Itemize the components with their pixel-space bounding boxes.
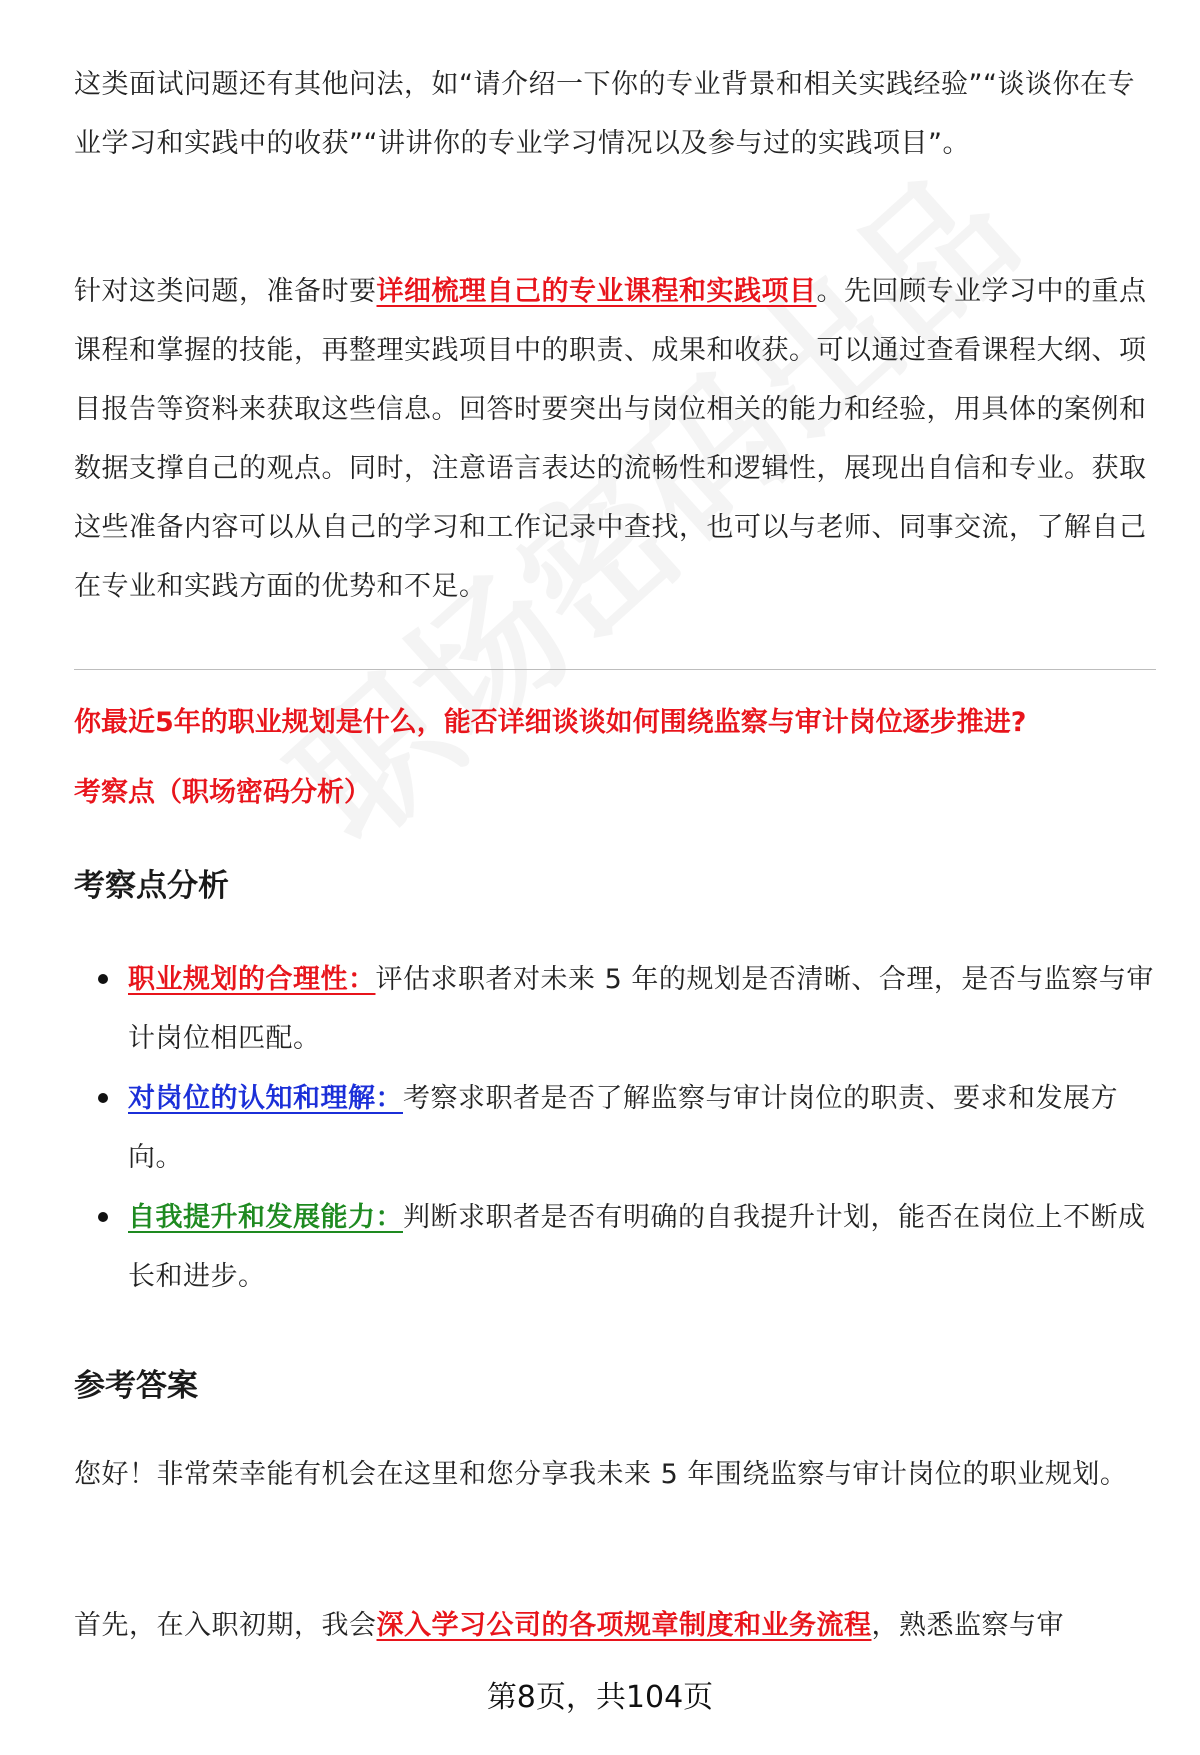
analysis-keyword: 对岗位的认知和理解： [128, 1083, 403, 1114]
answer-highlight: 深入学习公司的各项规章制度和业务流程 [376, 1610, 872, 1641]
bullet-dot-icon [98, 974, 108, 984]
bullet-dot-icon [98, 1093, 108, 1103]
answer-text-after: ，熟悉监察与审 [871, 1610, 1064, 1641]
list-item [74, 1069, 1154, 1187]
list-item [74, 950, 1154, 1068]
prep-highlight: 详细梳理自己的专业课程和实践项目 [376, 276, 817, 307]
intro-paragraph: 这类面试问题还有其他问法，如“请介绍一下你的专业背景和相关实践经验”“谈谈你在专业学习和实践中的收获”“讲讲你的专业学习情况以及参与过的实践项目”。 [74, 69, 1135, 159]
page-footer: 第8页，共104页 [486, 1680, 714, 1715]
bullet-dot-icon [98, 1212, 108, 1222]
section-divider [74, 669, 1156, 670]
answer-paragraph-continued [74, 1596, 1154, 1655]
prep-text-after: 。先回顾专业学习中的重点课程和掌握的技能，再整理实践项目中的职责、成果和收获。可以通过查看课程大纲、项目报告等资料来获取这些信息。回答时要突出与岗位相关的能力和经验，用具体的案例和数据支撑自己的观点。同时，注意语言表达的流畅性和逻辑性，展现出自信和专业。获取这些准备内容可以从自己的学习和工作记录中查找，也可以与老师、同事交流，了解自己在专业和实践方面的优势和不足。 [74, 276, 1147, 602]
prep-text-before: 针对这类问题，准备时要 [74, 276, 377, 307]
prep-paragraph [74, 262, 1154, 616]
analysis-text: 评估求职者对未来 5 年的规划是否清晰、合理，是否与监察与审计岗位相匹配。 [128, 964, 1154, 1054]
analysis-text: 考察求职者是否了解监察与审计岗位的职责、要求和发展方向。 [128, 1083, 1118, 1173]
answer-paragraph: 您好！非常荣幸能有机会在这里和您分享我未来 5 年围绕监察与审计岗位的职业规划。 [74, 1459, 1128, 1490]
exam-point-label: 考察点（职场密码分析） [74, 777, 371, 808]
analysis-text: 判断求职者是否有明确的自我提升计划，能否在岗位上不断成长和进步。 [128, 1202, 1146, 1292]
analysis-heading: 考察点分析 [74, 868, 229, 904]
analysis-keyword: 职业规划的合理性： [128, 964, 376, 995]
analysis-keyword: 自我提升和发展能力： [128, 1202, 403, 1233]
answer-text-before: 首先，在入职初期，我会 [74, 1610, 377, 1641]
analysis-list [74, 950, 1154, 1307]
interview-question: 你最近5年的职业规划是什么，能否详细谈谈如何围绕监察与审计岗位逐步推进? [74, 707, 1027, 738]
answer-heading: 参考答案 [74, 1368, 198, 1404]
list-item [74, 1188, 1154, 1306]
